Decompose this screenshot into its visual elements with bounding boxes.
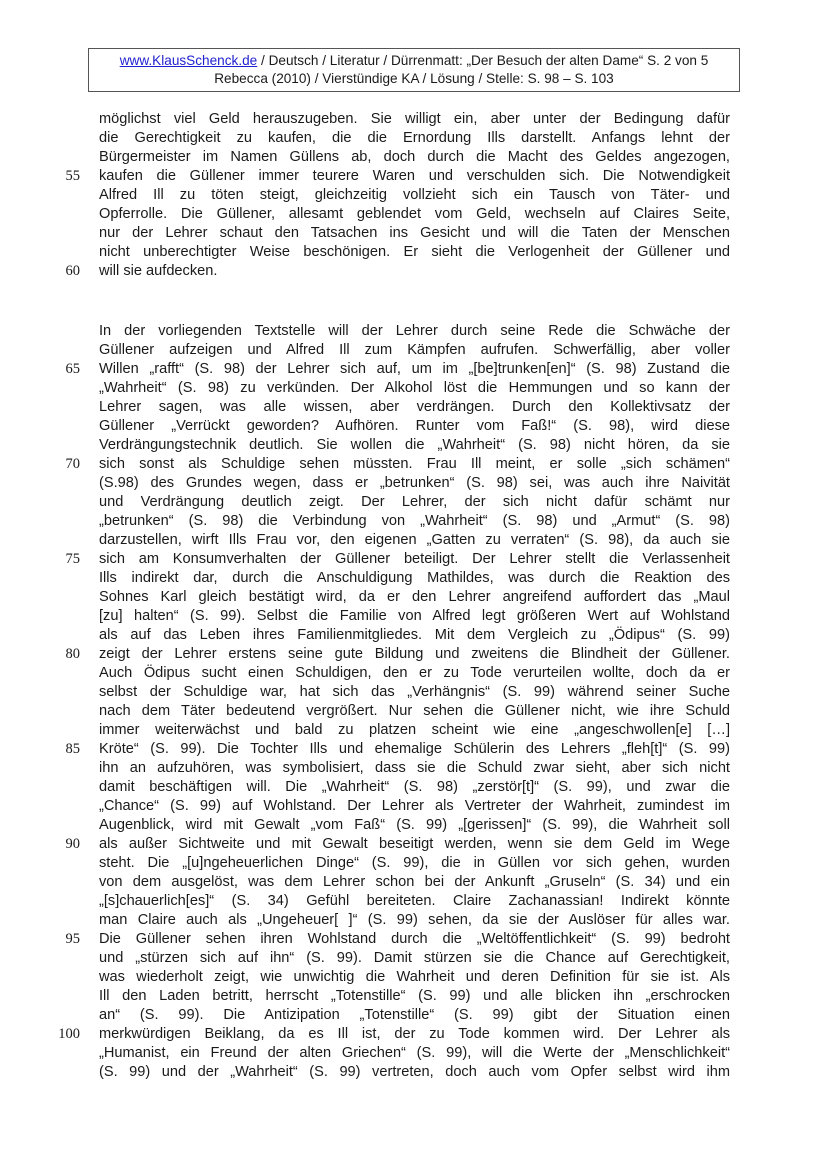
text-line: [zu] halten“ (S. 99). Selbst die Familie von Alfred legt größeren Wert auf Wohlstand	[99, 608, 730, 624]
line-number: 90	[65, 836, 80, 852]
text-line: „Wahrheit“ (S. 98) zu verkünden. Der Alkohol löst die Hemmungen und so kann der	[99, 380, 730, 396]
line-number: 95	[65, 931, 80, 947]
text-line: Opferrolle. Die Güllener, allesamt geblendet vom Geld, wechseln auf Claires Seite,	[99, 206, 730, 222]
text-line: Die Güllener sehen ihren Wohlstand durch die „Weltöffentlichkeit“ (S. 99) bedroht	[99, 931, 730, 947]
page-header	[88, 48, 740, 92]
text-line: nach dem Täter bedeutend vergrößert. Nur sehen die Güllener nicht, wie ihre Schuld	[99, 703, 730, 719]
line-number: 80	[65, 646, 80, 662]
text-line: und „stürzen sich auf ihn“ (S. 99). Damit stürzen sie die Chance auf Gerechtigkeit,	[99, 950, 730, 966]
text-line: ihn an aufzuhören, was symbolisiert, dass sie die Schuld zwar sieht, aber sich nicht	[99, 760, 730, 776]
text-line: „[s]chauerlich[es]“ (S. 34) Gefühl bereiteten. Claire Zachanassian! Indirekt könnte	[99, 893, 730, 909]
text-line: (S.98) des Grundes wegen, dass er „betrunken“ (S. 98) sei, was auch ihre Naivität	[99, 475, 730, 491]
text-line: „Chance“ (S. 99) auf Wohlstand. Der Lehrer als Vertreter der Wahrheit, zumindest im	[99, 798, 730, 814]
paragraph-1	[99, 110, 730, 281]
text-line: darzustellen, wirft Ills Frau vor, den eigenen „Gatten zu verraten“ (S. 98), da auch sie	[99, 532, 730, 548]
text-line: zeigt der Lehrer erstens seine gute Bildung und zweitens die Blindheit der Güllener.	[99, 646, 730, 662]
text-line: Güllener „Verrückt geworden? Aufhören. Runter vom Faß!“ (S. 98), wird diese	[99, 418, 730, 434]
text-line: man Claire auch als „Ungeheuer[ ]“ (S. 99) sehen, da sie der Auslöser für alles war.	[99, 912, 730, 928]
line-number: 85	[65, 741, 80, 757]
text-line: immer weiterwächst und bald zu platzen scheint wie eine „angeschwollen[e] […]	[99, 722, 730, 738]
text-line: an“ (S. 99). Die Antizipation „Totenstille“ (S. 99) gibt der Situation einen	[99, 1007, 730, 1023]
text-line: damit beschäftigen will. Die „Wahrheit“ (S. 98) „zerstör[t]“ (S. 99), und zwar die	[99, 779, 730, 795]
text-line: Kröte“ (S. 99). Die Tochter Ills und ehemalige Schülerin des Lehrers „fleh[t]“ (S. 99)	[99, 741, 730, 757]
text-line: und Verdrängung deutlich zeigt. Der Lehrer, der sich nicht dafür schämt nur	[99, 494, 730, 510]
header-title-rest: / Deutsch / Literatur / Dürrenmatt: „Der Besuch der alten Dame“ S. 2 von 5	[257, 53, 709, 68]
header-line-2: Rebecca (2010) / Vierstündige KA / Lösung / Stelle: S. 98 – S. 103	[214, 71, 614, 86]
text-line: will sie aufdecken.	[99, 263, 218, 279]
text-line: kaufen die Güllener immer teurere Waren und verschulden sich. Die Notwendigkeit	[99, 168, 730, 184]
text-line: nur der Lehrer schaut den Tatsachen ins Gesicht und will die Taten der Menschen	[99, 225, 730, 241]
text-line: Sohnes Karl gleich bestätigt wird, da er den Lehrer angreifend auffordert das „Maul	[99, 589, 730, 605]
line-number: 100	[58, 1026, 80, 1042]
text-line: Ills indirekt dar, durch die Anschuldigung Mathildes, was durch die Reaktion des	[99, 570, 730, 586]
text-line: „Humanist, ein Freund der alten Griechen“ (S. 99), will die Werte der „Menschlichkeit“	[99, 1045, 730, 1061]
line-number: 70	[65, 456, 80, 472]
text-line: von dem ausgelöst, was dem Lehrer schon bei der Ankunft „Gruseln“ (S. 34) und ein	[99, 874, 730, 890]
text-line: Lehrer sagen, was alle wissen, aber verdrängen. Durch den Kollektivsatz der	[99, 399, 730, 415]
text-line: steht. Die „[u]ngeheuerlichen Dinge“ (S. 99), die in Güllen vor sich gehen, wurden	[99, 855, 730, 871]
text-line: als außer Sichtweite und mit Gewalt beseitigt werden, wenn sie dem Geld im Wege	[99, 836, 730, 852]
line-number: 75	[65, 551, 80, 567]
text-line: Bürgermeister im Namen Güllens ab, doch durch die Macht des Geldes angezogen,	[99, 149, 730, 165]
header-line-1	[89, 52, 739, 70]
text-line: Verdrängungstechnik deutlich. Sie wollen die „Wahrheit“ (S. 98) nicht hören, da sie	[99, 437, 730, 453]
text-line: (S. 99) und der „Wahrheit“ (S. 99) vertreten, doch auch vom Opfer selbst wird ihm	[99, 1064, 730, 1080]
text-line: Willen „rafft“ (S. 98) der Lehrer sich auf, um im „[be]trunken[en]“ (S. 98) Zustand die	[99, 361, 730, 377]
text-line: Güllener aufzeigen und Alfred Ill zum Kämpfen aufrufen. Schwerfällig, aber voller	[99, 342, 730, 358]
text-line: was wiederholt zeigt, wie unwichtig die Wahrheit und deren Definition für sie ist. Als	[99, 969, 730, 985]
text-line: „betrunken“ (S. 98) die Verbindung von „Wahrheit“ (S. 98) und „Armut“ (S. 98)	[99, 513, 730, 529]
text-line: Auch Ödipus sucht einen Schuldigen, den er zu Tode verurteilen wollte, doch da er	[99, 665, 730, 681]
text-line: In der vorliegenden Textstelle will der Lehrer durch seine Rede die Schwäche der	[99, 323, 730, 339]
text-line: Augenblick, wird mit Gewalt „vom Faß“ (S. 99) „[gerissen]“ (S. 99), die Wahrheit soll	[99, 817, 730, 833]
text-line: nicht unberechtigter Weise beschönigen. Er sieht die Verlogenheit der Güllener und	[99, 244, 730, 260]
site-link[interactable]: www.KlausSchenck.de	[119, 53, 258, 68]
text-line: selbst der Schuldige war, hat sich das „Verhängnis“ (S. 99) während seiner Suche	[99, 684, 730, 700]
text-line: die Gerechtigkeit zu kaufen, die die Ernordung Ills darstellt. Anfangs lehnt der	[99, 130, 730, 146]
text-line: sich sonst als Schuldige sehen müssten. Frau Ill meint, er solle „sich schämen“	[99, 456, 730, 472]
line-number: 65	[65, 361, 80, 377]
text-line: sich am Konsumverhalten der Güllener beteiligt. Der Lehrer stellt die Verlassenheit	[99, 551, 730, 567]
text-line: als auf das Leben ihres Familienmitgliedes. Mit dem Vergleich zu „Ödipus“ (S. 99)	[99, 627, 730, 643]
line-number: 55	[65, 168, 80, 184]
text-line: Ill den Laden betritt, herrscht „Totenstille“ (S. 99) und alle blicken ihn „erschrocken	[99, 988, 730, 1004]
text-line: Alfred Ill zu töten steigt, gleichzeitig vollzieht sich ein Tausch von Täter- und	[99, 187, 730, 203]
text-line: merkwürdigen Beiklang, da es Ill ist, der zu Tode kommen wird. Der Lehrer als	[99, 1026, 730, 1042]
line-number: 60	[65, 263, 80, 279]
paragraph-2	[99, 322, 730, 1082]
text-line: möglichst viel Geld herauszugeben. Sie willigt ein, aber unter der Bedingung dafür	[99, 111, 730, 127]
